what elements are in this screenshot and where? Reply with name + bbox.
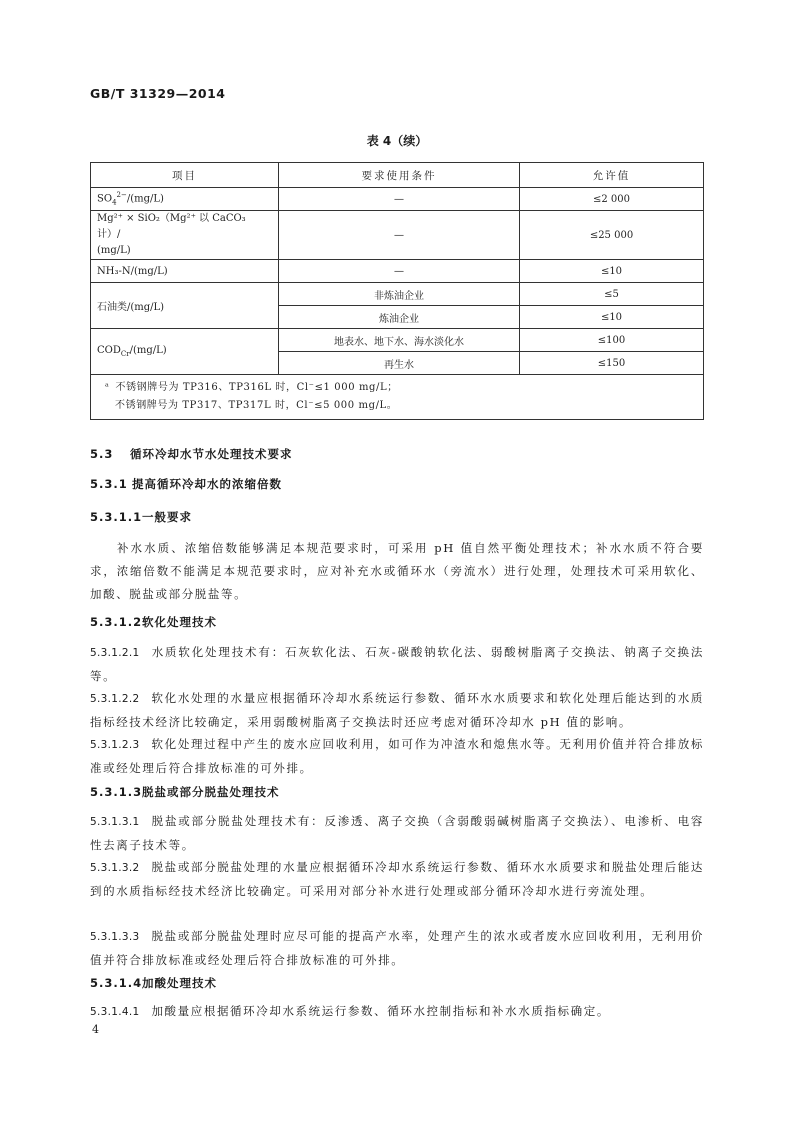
table-row <box>91 211 704 260</box>
item-text-line2: (mg/L) <box>97 245 131 256</box>
table-note <box>91 375 704 420</box>
col-header-item: 项目 <box>91 163 279 188</box>
item-cell <box>91 329 279 375</box>
clause-number: 5.3.1.2.3 <box>90 739 140 751</box>
note-text: 不锈钢牌号为 TP316、TP316L 时，Cl⁻≤1 000 mg/L； <box>115 382 398 393</box>
item-text-line1: Mg²⁺ × SiO₂（Mg²⁺ 以 CaCO₃ 计）/ <box>97 213 246 240</box>
section-title: 循环冷却水节水处理技术要求 <box>130 447 293 461</box>
item-cell <box>91 211 279 260</box>
page-number: 4 <box>92 1023 99 1036</box>
clause-text: 加酸量应根据循环冷却水系统运行参数、循环水控制指标和补水水质指标确定。 <box>151 1004 610 1018</box>
table-row <box>91 329 704 352</box>
item-subscript: Cr <box>120 350 130 358</box>
clause-5-3-1-2-2 <box>90 687 704 734</box>
condition-cell: 非炼油企业 <box>279 283 520 306</box>
clause-text: 脱盐或部分脱盐处理技术有：反渗透、离子交换（含弱酸弱碱树脂离子交换法）、电渗析、电容性去离子技术等。 <box>90 814 704 852</box>
condition-cell: 再生水 <box>279 352 520 375</box>
table-note-row <box>91 375 704 420</box>
water-quality-table <box>90 162 704 420</box>
clause-text: 软化处理过程中产生的废水应回收利用，如可作为冲渣水和熄焦水等。无利用价值并符合排放标准或经处理后符合排放标准的可外排。 <box>90 737 704 775</box>
table-caption: 表 4（续） <box>366 134 428 148</box>
section-title: 软化处理技术 <box>142 615 217 629</box>
value-cell: ≤2 000 <box>520 188 704 211</box>
value-cell: ≤150 <box>520 352 704 375</box>
section-number: 5.3 <box>90 447 114 461</box>
item-cell: NH₃-N/(mg/L) <box>91 260 279 283</box>
standard-code: GB/T 31329—2014 <box>90 86 226 101</box>
section-heading-5-3-1 <box>90 476 282 492</box>
section-number: 5.3.1.4 <box>90 976 143 990</box>
item-unit: /(mg/L) <box>126 193 164 205</box>
clause-number: 5.3.1.3.1 <box>90 816 140 828</box>
condition-cell: — <box>279 211 520 260</box>
col-header-value: 允许值 <box>520 163 704 188</box>
section-heading-5-3 <box>90 446 293 462</box>
clause-5-3-1-2-3 <box>90 733 704 780</box>
clause-text: 脱盐或部分脱盐处理的水量应根据循环冷却水系统运行参数、循环水水质要求和脱盐处理后能达到的水质指标经技术经济比较确定。可采用对部分补水进行处理或部分循环冷却水进行旁流处理。 <box>90 860 704 898</box>
col-header-condition: 要求使用条件 <box>279 163 520 188</box>
note-marker: ᵃ <box>105 382 110 393</box>
condition-cell: 地表水、地下水、海水淡化水 <box>279 329 520 352</box>
paragraph-5-3-1-1: 补水水质、浓缩倍数能够满足本规范要求时，可采用 pH 值自然平衡处理技术；补水水质不符合要求，浓缩倍数不能满足本规范要求时，应对补充水或循环水（旁流水）进行处理，处理技术可采用软化、加酸、脱盐或部分脱盐等。 <box>90 541 704 601</box>
section-heading-5-3-1-1 <box>90 509 192 525</box>
item-text: SO <box>97 193 113 205</box>
value-cell: ≤10 <box>520 306 704 329</box>
section-title: 脱盐或部分脱盐处理技术 <box>142 785 280 799</box>
clause-5-3-1-4-1 <box>90 1000 704 1024</box>
section-number: 5.3.1.3 <box>90 785 143 799</box>
clause-number: 5.3.1.2.2 <box>90 693 140 705</box>
item-unit: /(mg/L) <box>129 345 167 356</box>
item-superscript: 2− <box>116 191 127 200</box>
item-cell: 石油类/(mg/L) <box>91 283 279 329</box>
clause-text: 水质软化处理技术有：石灰软化法、石灰-碳酸钠软化法、弱酸树脂离子交换法、钠离子交换法等。 <box>90 645 704 683</box>
clause-text: 软化水处理的水量应根据循环冷却水系统运行参数、循环水水质要求和软化处理后能达到的水质指标经技术经济比较确定，采用弱酸树脂离子交换法时还应考虑对循环冷却水 pH 值的影响。 <box>90 691 704 729</box>
table-row <box>91 260 704 283</box>
clause-number: 5.3.1.2.1 <box>90 647 140 659</box>
clause-5-3-1-3-1 <box>90 810 704 857</box>
section-number: 5.3.1.2 <box>90 615 143 629</box>
section-heading-5-3-1-2 <box>90 614 217 630</box>
clause-number: 5.3.1.3.2 <box>90 862 140 874</box>
clause-number: 5.3.1.3.3 <box>90 931 140 943</box>
clause-5-3-1-3-2 <box>90 856 704 903</box>
table-header-row <box>91 163 704 188</box>
condition-cell: 炼油企业 <box>279 306 520 329</box>
section-number: 5.3.1.1 <box>90 510 143 524</box>
clause-number: 5.3.1.4.1 <box>90 1006 140 1018</box>
value-cell: ≤25 000 <box>520 211 704 260</box>
item-subscript: 4 <box>112 198 117 207</box>
value-cell: ≤10 <box>520 260 704 283</box>
clause-text: 脱盐或部分脱盐处理时应尽可能的提高产水率，处理产生的浓水或者废水应回收利用，无利用价值并符合排放标准或经处理后符合排放标准的可外排。 <box>90 929 704 967</box>
section-heading-5-3-1-4 <box>90 975 217 991</box>
section-number: 5.3.1 <box>90 477 128 491</box>
section-heading-5-3-1-3 <box>90 784 280 800</box>
table-row <box>91 188 704 211</box>
condition-cell: — <box>279 260 520 283</box>
item-cell <box>91 188 279 211</box>
value-cell: ≤100 <box>520 329 704 352</box>
clause-5-3-1-2-1 <box>90 641 704 688</box>
note-line-2: 不锈钢牌号为 TP317、TP317L 时，Cl⁻≤5 000 mg/L。 <box>115 400 398 411</box>
value-cell: ≤5 <box>520 283 704 306</box>
item-text: COD <box>97 345 121 356</box>
table-row <box>91 283 704 306</box>
condition-cell: — <box>279 188 520 211</box>
section-title: 一般要求 <box>142 510 192 524</box>
section-title: 提高循环冷却水的浓缩倍数 <box>132 477 282 491</box>
note-line-1 <box>105 379 679 397</box>
section-title: 加酸处理技术 <box>142 976 217 990</box>
clause-5-3-1-3-3 <box>90 925 704 972</box>
